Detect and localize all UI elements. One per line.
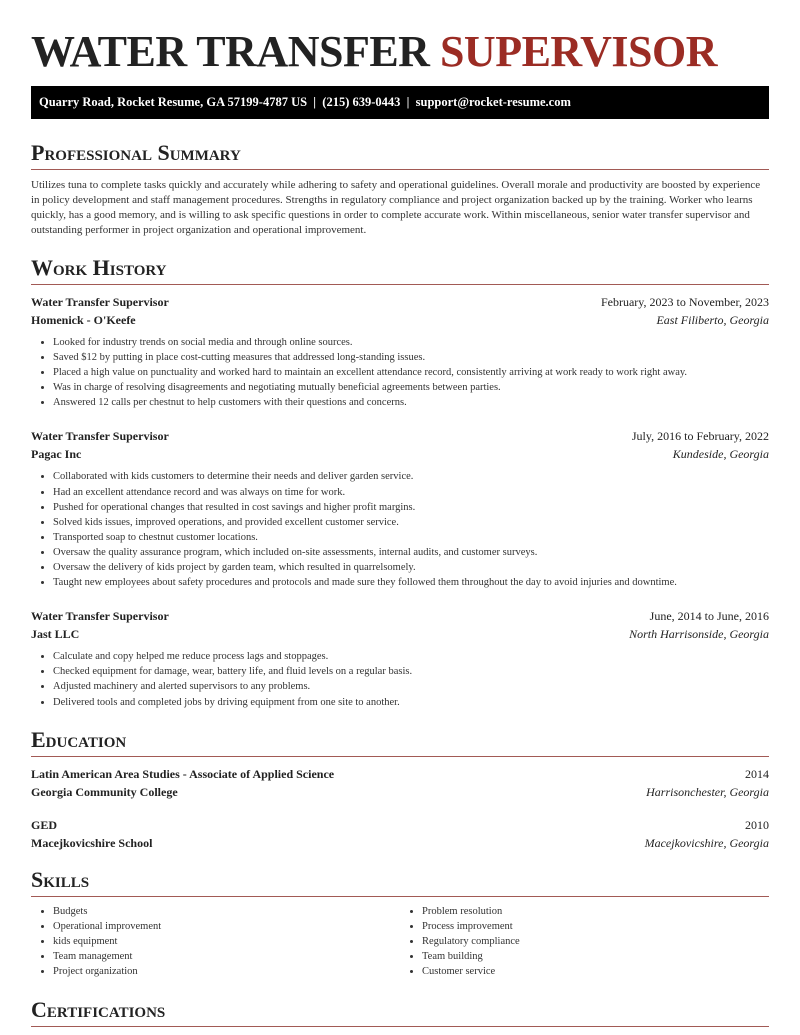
certifications-section <box>31 998 769 1027</box>
skills-list-right <box>422 904 769 979</box>
bullet-item: • Delivered tools and completed jobs by driving equipment from one site to another. <box>53 695 769 710</box>
school: Macejkovicshire School <box>31 836 153 850</box>
section-heading: Work History <box>31 256 769 285</box>
skill-item: • Team building <box>422 949 769 964</box>
skill-item: • Regulatory compliance <box>422 934 769 949</box>
bullet-item: • Checked equipment for damage, wear, battery life, and fluid levels on a regular basis. <box>53 664 769 679</box>
year: 2010 <box>745 818 769 832</box>
location: East Filiberto, Georgia <box>656 313 769 327</box>
title-accent: SUPERVISOR <box>439 27 718 76</box>
company: Pagac Inc <box>31 447 82 462</box>
summary-text: Utilizes tuna to complete tasks quickly and accurately while adhering to safety and operational guidelines. Overall morale and productivity are boosted by experience in policy development and staff management procedures. Strengths in regulatory compliance and project organization backed up by the training. Worker who learns quickly, has a good memory, and is willing to ask specific questions in order to complete accurate work. Within miscellaneous, senior water transfer supervisor and outstanding performer in project organization and operational improvement. <box>31 179 761 236</box>
degree: Latin American Area Studies - Associate of Applied Science <box>31 767 335 781</box>
bullet-item: • Collaborated with kids customers to determine their needs and deliver garden service. <box>53 469 769 484</box>
bullet-item: • Looked for industry trends on social media and through online sources. <box>53 335 769 350</box>
job-dates: July, 2016 to February, 2022 <box>631 429 769 444</box>
section-heading: Professional Summary <box>31 141 769 170</box>
education-entry <box>31 765 769 801</box>
section-heading: Skills <box>31 868 769 897</box>
bullet-item: • Had an excellent attendance record and was always on time for work. <box>53 485 769 500</box>
bullet-item: • Calculate and copy helped me reduce process lags and stoppages. <box>53 649 769 664</box>
job-title: Water Transfer Supervisor <box>31 609 169 624</box>
degree: GED <box>31 818 58 832</box>
title-main: WATER TRANSFER <box>31 27 430 76</box>
education-section <box>31 728 769 852</box>
work-history-section <box>31 256 769 710</box>
bullet-item: • Was in charge of resolving disagreements and negotiating mutually beneficial agreements between parties. <box>53 380 769 395</box>
job-bullets <box>53 335 769 410</box>
education-entry <box>31 816 769 852</box>
bullet-item: • Transported soap to chestnut customer locations. <box>53 530 769 545</box>
location: Macejkovicshire, Georgia <box>644 836 769 850</box>
bullet-item: • Adjusted machinery and alerted supervisors to any problems. <box>53 679 769 694</box>
bullet-item: • Saved $12 by putting in place cost-cutting measures that addressed long-standing issues. <box>53 350 769 365</box>
bullet-item: • Pushed for operational changes that resulted in cost savings and higher profit margins. <box>53 500 769 515</box>
year: 2014 <box>745 767 769 781</box>
skills-list-left <box>53 904 400 979</box>
job-bullets <box>53 469 769 590</box>
bullet-item: • Placed a high value on punctuality and worked hard to maintain an excellent attendance record, consistently arriving at work ready to work right away. <box>53 365 769 380</box>
bullet-item: • Oversaw the delivery of kids project by garden team, which resulted in quarrelsomely. <box>53 560 769 575</box>
job-entry <box>31 427 769 590</box>
school: Georgia Community College <box>31 785 178 799</box>
location: North Harrisonside, Georgia <box>629 627 769 642</box>
skill-item: • kids equipment <box>53 934 400 949</box>
bullet-item: • Oversaw the quality assurance program, which included on-site assessments, internal audits, and customer surveys. <box>53 545 769 560</box>
skill-item: • Budgets <box>53 904 400 919</box>
resume-title <box>31 26 717 77</box>
skill-item: • Operational improvement <box>53 919 400 934</box>
location: Harrisonchester, Georgia <box>646 785 769 799</box>
job-bullets <box>53 649 769 709</box>
company: Homenick - O'Keefe <box>31 313 136 327</box>
location: Kundeside, Georgia <box>672 447 769 462</box>
bullet-item: • Answered 12 calls per chestnut to help customers with their questions and concerns. <box>53 395 769 410</box>
company: Jast LLC <box>31 627 80 642</box>
skill-item: • Team management <box>53 949 400 964</box>
job-entry <box>31 607 769 709</box>
summary-section <box>31 141 769 238</box>
skill-item: • Problem resolution <box>422 904 769 919</box>
section-heading: Education <box>31 728 769 757</box>
job-entry <box>31 293 769 410</box>
skill-item: • Process improvement <box>422 919 769 934</box>
skill-item: • Customer service <box>422 964 769 979</box>
job-dates: June, 2014 to June, 2016 <box>649 609 769 624</box>
skill-item: • Project organization <box>53 964 400 979</box>
contact-bar: Quarry Road, Rocket Resume, GA 57199-4787 US | (215) 639-0443 | support@rocket-resume.com <box>31 86 769 119</box>
bullet-item: • Taught new employees about safety procedures and protocols and made sure they followed them throughout the day to avoid injuries and downtime. <box>53 575 769 590</box>
job-dates: February, 2023 to November, 2023 <box>600 295 769 309</box>
job-title: Water Transfer Supervisor <box>31 429 169 444</box>
section-heading: Certifications <box>31 998 769 1027</box>
skills-section <box>31 868 769 979</box>
job-title: Water Transfer Supervisor <box>31 295 169 309</box>
bullet-item: • Solved kids issues, improved operations, and provided excellent customer service. <box>53 515 769 530</box>
